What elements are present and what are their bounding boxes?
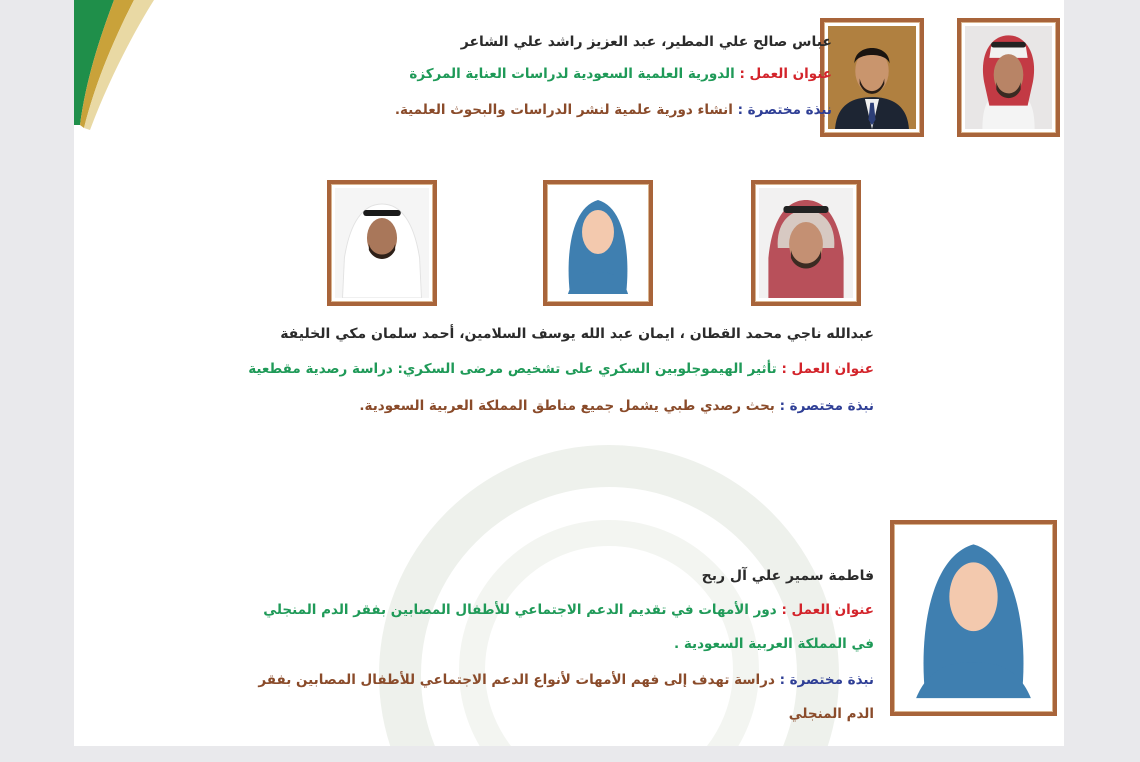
photo-woman-avatar-2 (890, 520, 1057, 716)
summary-label: نبذة مختصرة : (779, 672, 874, 688)
entry3-work-title-1: دور الأمهات في تقديم الدعم الاجتماعي للأطفال المصابين بفقر الدم المنجلي (263, 602, 777, 618)
person-suit-icon (828, 26, 916, 129)
person-young-man-icon (335, 188, 429, 298)
summary-label: نبذة مختصرة : (737, 102, 832, 118)
entry3-work-title-line2: في المملكة العربية السعودية . (674, 636, 874, 652)
document-page (74, 0, 1064, 746)
entry2-summary-line (359, 398, 874, 414)
entry3-summary-line1 (258, 672, 874, 688)
entry1-work-title: الدورية العلمية السعودية لدراسات العناية المركزة (409, 66, 735, 82)
entry1-summary: انشاء دورية علمية لنشر الدراسات والبحوث العلمية. (394, 102, 733, 118)
woman-hijab-icon (551, 188, 645, 298)
photo-man-suit (820, 18, 924, 137)
work-title-label: عنوان العمل : (739, 66, 832, 82)
photo-man-red-shemagh (751, 180, 861, 306)
entry3-names: فاطمة سمير علي آل ربح (701, 568, 874, 584)
entry1-work-title-line (409, 66, 832, 82)
entry2-summary: بحث رصدي طبي يشمل جميع مناطق المملكة العربية السعودية. (359, 398, 775, 414)
corner-swoosh-decoration (74, 0, 244, 140)
entry3-work-title-line1 (263, 602, 874, 618)
woman-hijab-icon (898, 528, 1049, 708)
entry2-work-title-line (248, 361, 874, 377)
summary-label: نبذة مختصرة : (779, 398, 874, 414)
entry2-names: عبدالله ناجي محمد القطان ، ايمان عبد الله يوسف السلامين، أحمد سلمان مكي الخليفة (280, 326, 874, 342)
work-title-label: عنوان العمل : (781, 361, 874, 377)
photo-woman-avatar-1 (543, 180, 653, 306)
entry3-summary-1: دراسة تهدف إلى فهم الأمهات لأنواع الدعم الاجتماعي للأطفال المصابين بفقر (258, 672, 775, 688)
photo-young-man (327, 180, 437, 306)
work-title-label: عنوان العمل : (781, 602, 874, 618)
entry2-work-title: تأثير الهيموجلوبين السكري على تشخيص مرضى السكري: دراسة رصدية مقطعية (248, 361, 777, 377)
photo-man-shemagh (957, 18, 1060, 137)
person-red-shemagh-icon (759, 188, 853, 298)
person-shemagh-icon (965, 26, 1052, 129)
entry1-names: عباس صالح علي المطير، عبد العزيز راشد علي الشاعر (460, 34, 832, 50)
entry3-summary-line2: الدم المنجلي (788, 706, 874, 722)
entry1-summary-line (395, 102, 832, 118)
